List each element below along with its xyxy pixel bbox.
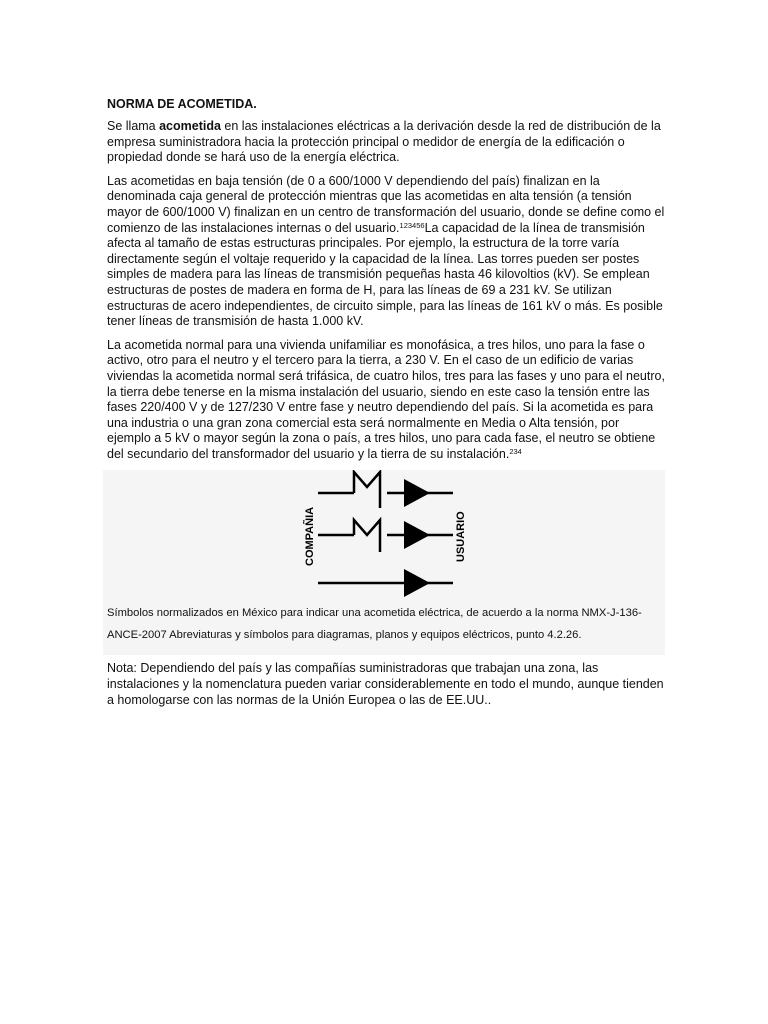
document-page	[107, 96, 665, 716]
zigzag-symbol-row2	[354, 520, 380, 552]
arrow-symbol-row3	[404, 569, 430, 597]
paragraph-definition-intro: Se llama	[107, 119, 160, 133]
figure-caption: Símbolos normalizados en México para indicar una acometida eléctrica, de acuerdo a la norma NMX-J-136-ANCE-2007 Abreviaturas y símbolos para diagramas, planos y equipos eléctricos, punto 4.2.26.	[107, 607, 642, 642]
paragraph-transmission-text: La capacidad de la línea de transmisión afecta al tamaño de estas estructuras principales. Por ejemplo, la estructura de la torre varía directamente según el voltaje requerido y la capacidad de la línea. Las torres pueden ser postes simples de madera para las líneas de transmisión pequeñas hasta 46 kilovoltios (kV). Se emplean estructuras de postes de madera en forma de H, para las líneas de 69 a 231 kV. Se utilizan estructuras de acero independientes, de circuito simple, para las líneas de 161 kV o más. Es posible tener líneas de transmisión de hasta 1.000 kV.	[107, 220, 663, 329]
paragraph-tension	[107, 174, 665, 330]
arrow-symbol-row2	[404, 521, 430, 549]
citation-superscript: 123456	[399, 220, 425, 230]
note-paragraph: Nota: Dependiendo del país y las compañías suministradoras que trabajan una zona, las instalaciones y la nomenclatura pueden variar considerablemente en todo el mundo, aunque tienden a homologarse con las normas de la Unión Europea o las de EE.UU..	[107, 661, 664, 707]
arrow-symbol-row1	[404, 479, 430, 507]
citation-superscript: 234	[509, 446, 522, 456]
user-label: USUARIO	[455, 511, 467, 563]
paragraph-vivienda	[107, 338, 665, 463]
paragraph-definition	[107, 119, 665, 166]
paragraph-vivienda-text: La acometida normal para una vivienda unifamiliar es monofásica, a tres hilos, uno para la fase o activo, otro para el neutro y el tercero para la tierra, a 230 V. En el caso de un edificio de varias viviendas la acometida normal será trifásica, de cuatro hilos, tres para las fases y uno para el neutro, la tierra debe tenerse en la misma instalación del usuario, siendo en este caso la tensión entre las fases 220/400 V y de 127/230 V entre fase y neutro dependiendo del país. Si la acometida es para una industria o una gran zona comercial esta será normalmente en Media o Alta tensión, por ejemplo a 5 kV o mayor según la zona o país, a tres hilos, uno para cada fase, el neutro se obtiene del secundario del transformador del usuario y la tierra de su instalación.	[107, 337, 665, 461]
term-acometida: acometida	[159, 119, 221, 133]
document-title: NORMA DE ACOMETIDA.	[107, 97, 257, 111]
paragraph-definition-body: en las instalaciones eléctricas a la derivación desde la red de distribución de la empresa suministradora hacia la protección principal o medidor de energía de la edificación o propiedad donde se hará uso de la energía eléctrica.	[107, 119, 661, 165]
paragraph-tension-text: Las acometidas en baja tensión (de 0 a 600/1000 V dependiendo del país) finalizan en la denominada caja general de protección mientras que las acometidas en alta tensión (a tensión mayor de 600/1000 V) finalizan en un centro de transformación del usuario, donde se define como el comienzo de las instalaciones internas o del usuario.	[107, 173, 665, 235]
acometida-symbols-diagram	[103, 470, 665, 602]
company-label: COMPAÑIA	[304, 507, 316, 567]
zigzag-symbol-row1	[354, 472, 380, 508]
acometida-figure	[103, 470, 665, 655]
